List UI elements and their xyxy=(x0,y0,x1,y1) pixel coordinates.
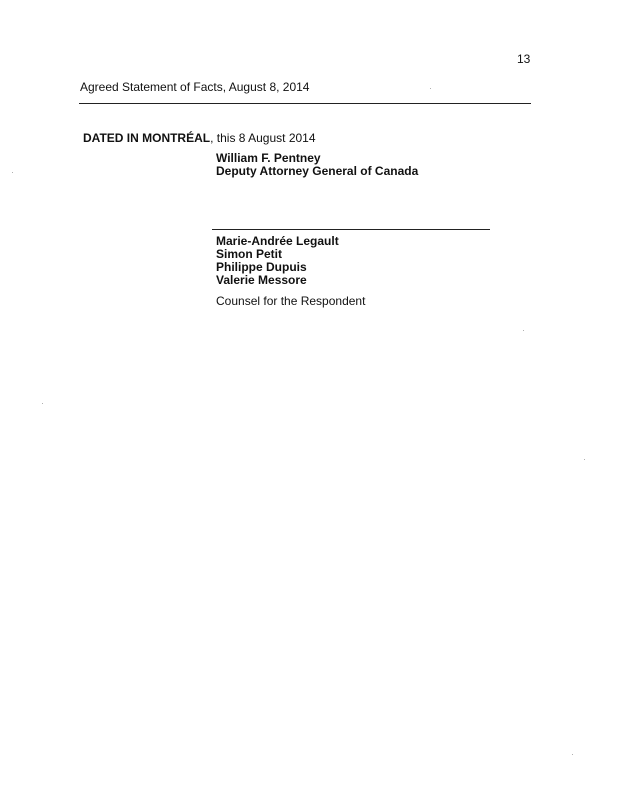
signatory-name: William F. Pentney xyxy=(216,151,321,165)
counsel-name: Valerie Messore xyxy=(216,273,307,287)
scan-speck xyxy=(584,459,585,460)
header-divider xyxy=(79,103,531,104)
dated-location-label: DATED IN MONTRÉAL xyxy=(83,131,211,145)
scan-speck xyxy=(523,330,524,331)
counsel-name: Marie-Andrée Legault xyxy=(216,234,339,248)
signature-line xyxy=(212,229,490,230)
scan-speck xyxy=(12,172,13,173)
document-header-title: Agreed Statement of Facts, August 8, 2014 xyxy=(80,80,310,94)
scan-speck xyxy=(42,403,43,404)
counsel-name: Philippe Dupuis xyxy=(216,260,307,274)
counsel-role: Counsel for the Respondent xyxy=(216,294,366,308)
scan-speck xyxy=(430,88,431,89)
scan-speck xyxy=(572,754,573,755)
dated-date-text: , this 8 August 2014 xyxy=(210,131,316,145)
signatory-block xyxy=(216,152,418,178)
counsel-name: Simon Petit xyxy=(216,247,283,261)
signatory-title: Deputy Attorney General of Canada xyxy=(216,164,419,178)
dated-line xyxy=(83,131,316,145)
page-number: 13 xyxy=(517,52,531,66)
counsel-names-block xyxy=(216,235,339,287)
